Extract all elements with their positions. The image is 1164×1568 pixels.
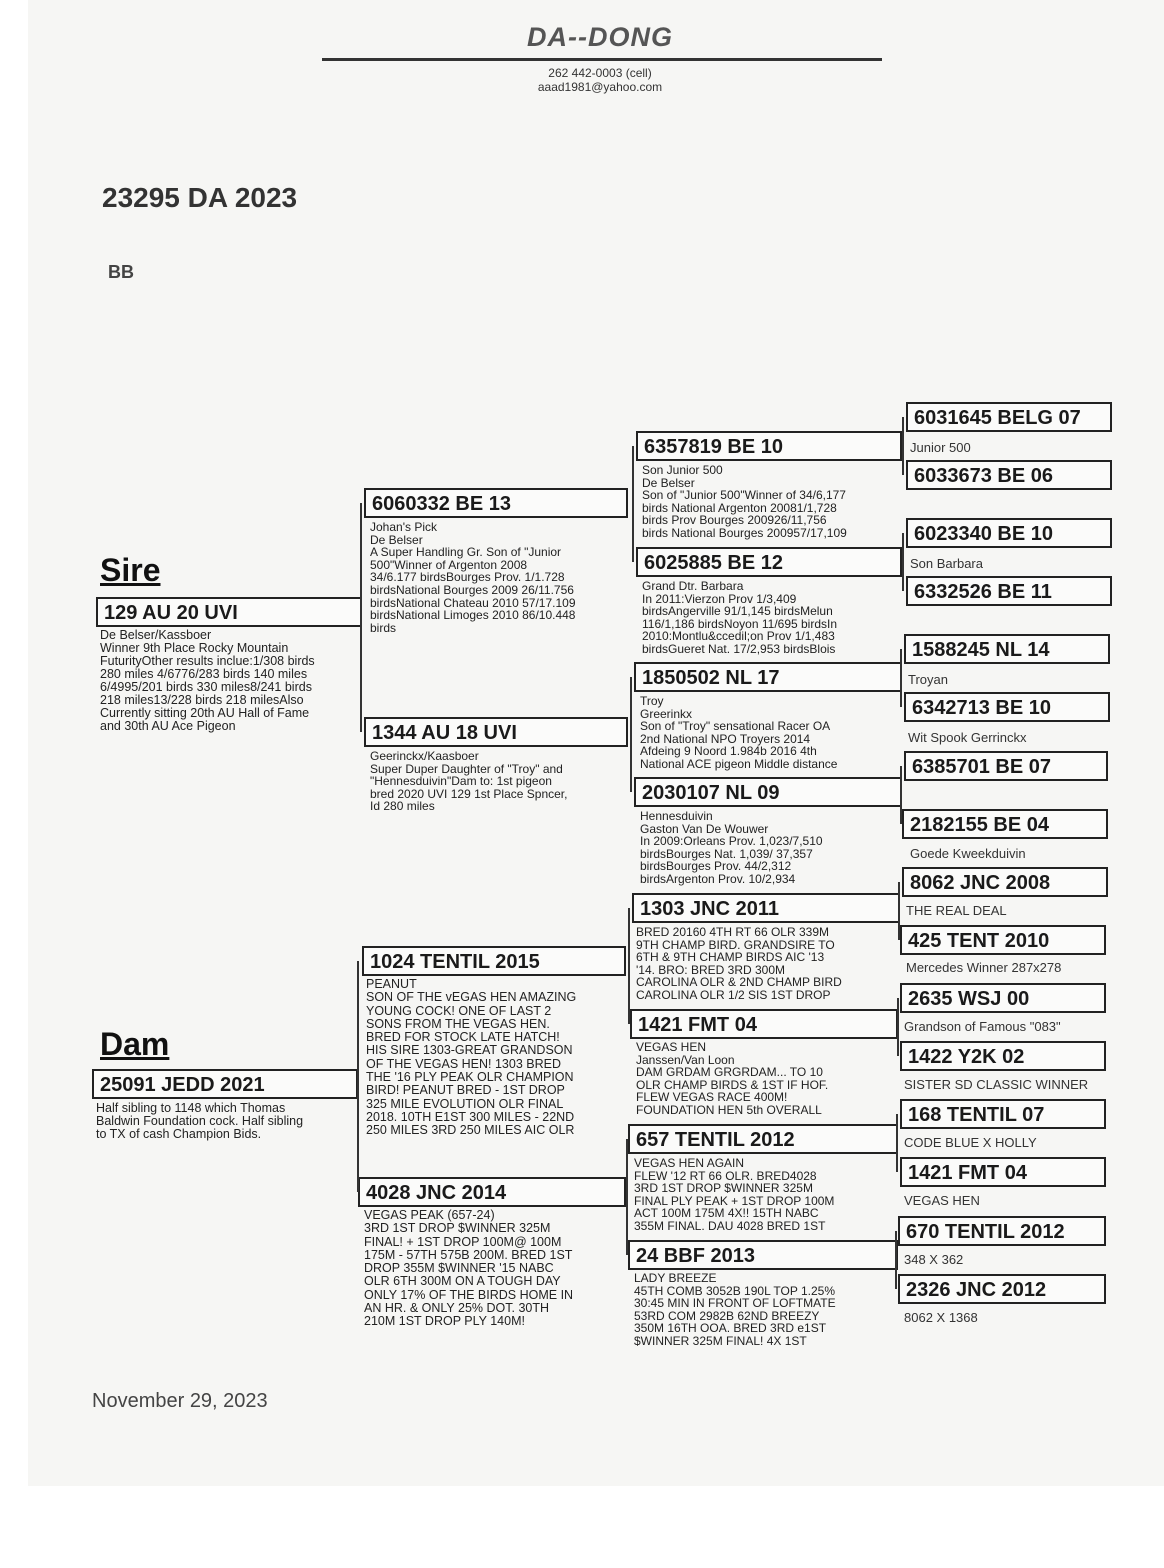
breeder-phone: 262 442-0003 (cell) bbox=[548, 66, 652, 80]
breeder-name: DA--DONG bbox=[527, 22, 673, 52]
gen3-6-band: 1421 FMT 04 bbox=[630, 1009, 898, 1039]
gen4-7-band: 6385701 BE 07 bbox=[904, 751, 1108, 781]
gen4-3-band: 6023340 BE 10 bbox=[906, 518, 1112, 548]
gen4-5-band: 1588245 NL 14 bbox=[904, 634, 1110, 664]
gen4-2-band: 6033673 BE 06 bbox=[906, 460, 1112, 490]
dam-dam-band: 4028 JNC 2014 bbox=[358, 1177, 626, 1207]
gen3-2-info: Grand Dtr. Barbara In 2011:Vierzon Prov 1/3,409 birdsAngerville 91/1,145 birdsMelun 116/1,186 birdsNoyon 11/695 birdsIn 2010:Montlu&ccedil;on Prov 1/1,483 birdsGueret Nat. 17/2,953 birdsBlois bbox=[642, 580, 838, 656]
gen4-9-band: 8062 JNC 2008 bbox=[902, 867, 1108, 897]
gen3-2-band: 6025885 BE 12 bbox=[636, 547, 902, 577]
gen3-1-info: Son Junior 500 De Belser Son of "Junior 500"Winner of 34/6,177 birds National Argenton 20081/1,728 birds Prov Bourges 200926/11,756 birds National Bourges 200957/17,109 bbox=[642, 464, 847, 540]
dam-sire-info: PEANUT SON OF THE vEGAS HEN AMAZING YOUNG COCK! ONE OF LAST 2 SONS FROM THE VEGAS HEN. BRED FOR STOCK LATE HATCH! HIS SIRE 1303-GREAT GRANDSON OF THE VEGAS HEN! 1303 BRED THE '16 PLY PEAK OLR CHAMPION BIRD! PEANUT BRED - 1ST DROP 325 MILE EVOLUTION OLR FINAL 2018. 10TH E1ST 300 MILES - 22ND 250 MILES 3RD 250 MILES AIC OLR bbox=[366, 978, 577, 1138]
g3-4-connector bbox=[900, 766, 902, 824]
g3-3-connector bbox=[900, 649, 902, 707]
g3-1-connector bbox=[902, 417, 904, 475]
pigeon-id: 23295 DA 2023 bbox=[102, 182, 298, 213]
gen4-8-band: 2182155 BE 04 bbox=[902, 809, 1108, 839]
sire-connector bbox=[360, 503, 362, 732]
document-date: November 29, 2023 bbox=[92, 1390, 268, 1412]
g3-2-connector bbox=[902, 533, 904, 591]
dam-band: 25091 JEDD 2021 bbox=[92, 1069, 358, 1099]
sire-sire-info: Johan's Pick De Belser A Super Handling Gr. Son of "Junior 500"Winner of Argenton 2008 34/6.177 birdsBourges Prov. 1/1.728 birdsNational Bourges 2009 26/11.756 birdsNational Chateau 2010 57/17.109 birdsNational Limoges 2010 86/10.448 birds bbox=[370, 521, 576, 635]
gen4-11-note: Grandson of Famous "083" bbox=[904, 1019, 1061, 1034]
dam-dam-info: VEGAS PEAK (657-24) 3RD 1ST DROP $WINNER 325M FINAL! + 1ST DROP 100M@ 100M 175M - 57TH 575B 200M. BRED 1ST DROP 355M $WINNER '15 NABC OLR 6TH 300M ON A TOUGH DAY ONLY 17% OF THE BIRDS HOME IN AN HR. & ONLY 25% DOT. 30TH 210M 1ST DROP PLY 140M! bbox=[364, 1209, 574, 1329]
g3-6-connector bbox=[897, 998, 899, 1056]
breeder-contact bbox=[450, 66, 750, 94]
gen4-1-band: 6031645 BELG 07 bbox=[906, 402, 1112, 432]
gen3-4-band: 2030107 NL 09 bbox=[634, 777, 902, 807]
ds-connector bbox=[628, 908, 630, 1024]
gen4-1-note: Junior 500 bbox=[910, 440, 971, 455]
sire-band: 129 AU 20 UVI bbox=[96, 597, 362, 627]
gen4-14-band: 1421 FMT 04 bbox=[900, 1157, 1106, 1187]
gen4-10-note: Mercedes Winner 287x278 bbox=[906, 960, 1062, 975]
gen3-8-info: LADY BREEZE 45TH COMB 3052B 190L TOP 1.25% 30:45 MIN IN FRONT OF LOFTMATE 53RD COM 2982B 62ND BREEZY 350M 16TH OOA. BRED 3RD e1ST $WINNER 325M FINAL! 4X 1ST bbox=[634, 1272, 836, 1348]
header-divider bbox=[322, 58, 882, 61]
g3-8-connector bbox=[895, 1231, 897, 1289]
dam-info: Half sibling to 1148 which Thomas Baldwin Foundation cock. Half sibling to TX of cash Champion Bids. bbox=[96, 1102, 304, 1141]
gen4-8-note: Goede Kweekduivin bbox=[910, 846, 1026, 861]
gen3-3-info: Troy Greerinkx Son of "Troy" sensational Racer OA 2nd National NPO Troyers 2014 Afdeing 9 Noord 1.984b 2016 4th National ACE pigeon Middle distance bbox=[640, 695, 838, 771]
breeder-email: aaad1981@yahoo.com bbox=[537, 80, 663, 94]
gen4-12-note: SISTER SD CLASSIC WINNER bbox=[904, 1077, 1089, 1092]
gen4-13-note: CODE BLUE X HOLLY bbox=[904, 1135, 1037, 1150]
gen4-3-note: Son Barbara bbox=[910, 556, 983, 571]
gen4-16-band: 2326 JNC 2012 bbox=[898, 1274, 1106, 1304]
gen4-10-band: 425 TENT 2010 bbox=[900, 925, 1106, 955]
pigeon-color: BB bbox=[108, 262, 134, 282]
gen3-1-band: 6357819 BE 10 bbox=[636, 431, 902, 461]
sire-sire-band: 6060332 BE 13 bbox=[364, 488, 628, 518]
g3-7-connector bbox=[896, 1114, 898, 1172]
gen3-8-band: 24 BBF 2013 bbox=[628, 1240, 898, 1270]
gen3-4-info: Hennesduivin Gaston Van De Wouwer In 2009:Orleans Prov. 1,023/7,510 birdsBourges Nat. 1,039/ 37,357 birdsBourges Prov. 44/2,312 birdsArgenton Prov. 10/2,934 bbox=[640, 810, 823, 886]
gen4-4-band: 6332526 BE 11 bbox=[906, 576, 1112, 606]
gen3-5-info: BRED 20160 4TH RT 66 OLR 339M 9TH CHAMP BIRD. GRANDSIRE TO 6TH & 9TH CHAMP BIRDS AIC '13 '14. BRO: BRED 3RD 300M CAROLINA OLR & 2ND CHAMP BIRD CAROLINA OLR 1/2 SIS 1ST DROP bbox=[636, 926, 842, 1002]
sire-dam-band: 1344 AU 18 UVI bbox=[364, 717, 628, 747]
gen4-6-band: 6342713 BE 10 bbox=[904, 692, 1110, 722]
gen3-7-info: VEGAS HEN AGAIN FLEW '12 RT 66 OLR. BRED4028 3RD 1ST DROP $WINNER 325M FINAL PLY PEAK + 1ST DROP 100M ACT 100M 175M 4X!! 15TH NABC 355M FINAL. DAU 4028 BRED 1ST bbox=[634, 1157, 835, 1233]
gen3-7-band: 657 TENTIL 2012 bbox=[628, 1124, 898, 1154]
dam-label: Dam bbox=[100, 1026, 170, 1062]
sd-connector bbox=[630, 677, 632, 792]
gen3-6-info: VEGAS HEN Janssen/Van Loon DAM GRDAM GRGRDAM... TO 10 OLR CHAMP BIRDS & 1ST IF HOF. FLEW VEGAS RACE 400M! FOUNDATION HEN 5th OVERALL bbox=[636, 1041, 829, 1117]
gen4-13-band: 168 TENTIL 07 bbox=[900, 1099, 1106, 1129]
dd-connector bbox=[626, 1139, 628, 1255]
sire-info: De Belser/Kassboer Winner 9th Place Rocky Mountain FuturityOther results inclue:1/308 birds 280 miles 4/6776/283 birds 140 miles 6/4995/201 birds 330 miles8/241 birds 218 miles13/228 birds 218 milesAlso Currently sitting 20th AU Hall of Fame and 30th AU Ace Pigeon bbox=[100, 629, 315, 733]
g3-5-connector bbox=[898, 882, 900, 940]
sire-label: Sire bbox=[100, 552, 161, 588]
gen4-6-note: Wit Spook Gerrinckx bbox=[908, 730, 1027, 745]
gen4-14-note: VEGAS HEN bbox=[904, 1193, 980, 1208]
gen4-16-note: 8062 X 1368 bbox=[904, 1310, 978, 1325]
dam-sire-band: 1024 TENTIL 2015 bbox=[362, 946, 626, 976]
gen4-9-note: THE REAL DEAL bbox=[906, 903, 1007, 918]
dam-connector bbox=[357, 961, 359, 1192]
gen3-3-band: 1850502 NL 17 bbox=[634, 662, 902, 692]
gen4-11-band: 2635 WSJ 00 bbox=[900, 983, 1106, 1013]
gen4-15-note: 348 X 362 bbox=[904, 1252, 964, 1267]
gen4-15-band: 670 TENTIL 2012 bbox=[898, 1216, 1106, 1246]
gen3-5-band: 1303 JNC 2011 bbox=[632, 893, 900, 923]
ss-connector bbox=[632, 446, 634, 562]
sire-dam-info: Geerinckx/Kaasboer Super Duper Daughter of "Troy" and "Hennesduivin"Dam to: 1st pigeon bred 2020 UVI 129 1st Place Spncer, Id 280 miles bbox=[370, 750, 568, 814]
gen4-12-band: 1422 Y2K 02 bbox=[900, 1041, 1106, 1071]
gen4-5-note: Troyan bbox=[908, 672, 948, 687]
